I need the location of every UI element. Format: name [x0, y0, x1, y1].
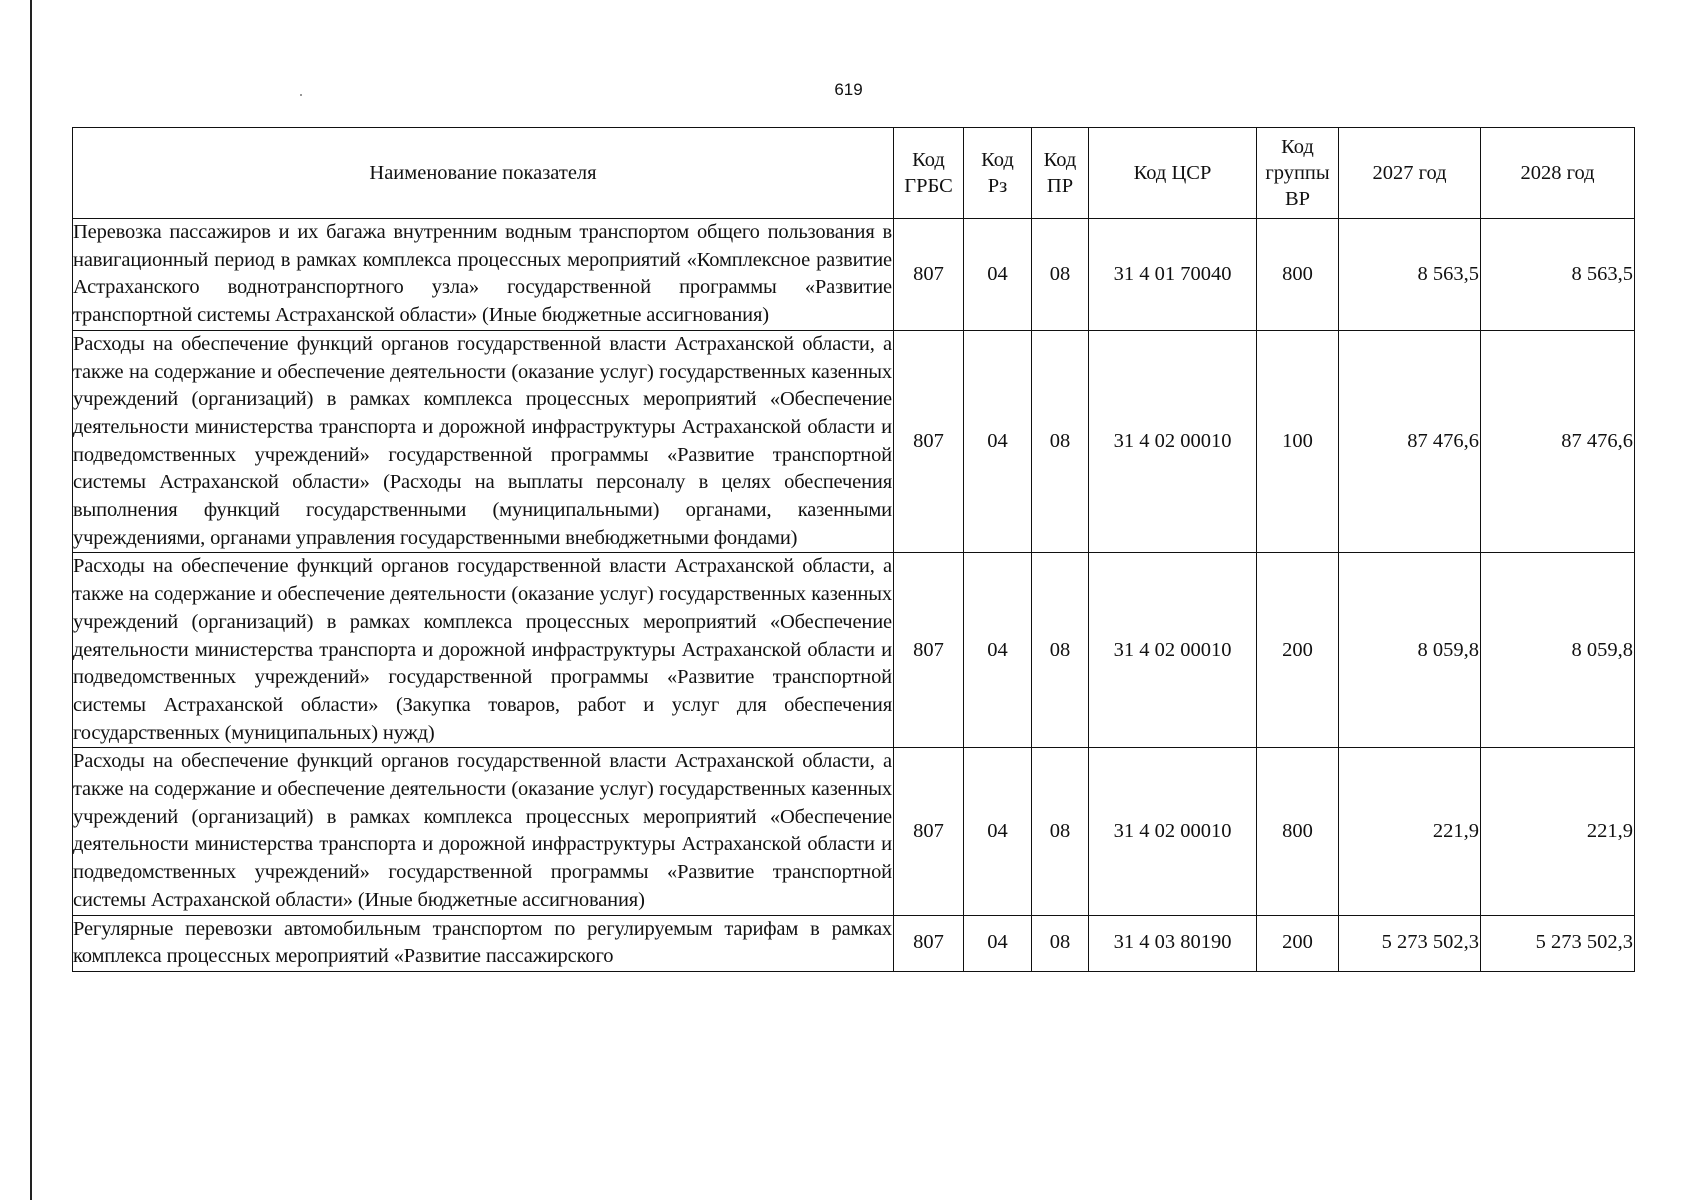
row-2028: 8 563,5 — [1481, 219, 1635, 331]
row-csr: 31 4 02 00010 — [1089, 553, 1257, 748]
row-vr: 800 — [1257, 219, 1339, 331]
header-grbs-line1: Код — [912, 149, 945, 171]
row-2027: 5 273 502,3 — [1339, 915, 1481, 971]
row-name: Перевозка пассажиров и их багажа внутренним водным транспортом общего пользования в навигационный период в рамках комплекса процессных мероприятий «Комплексное развитие Астраханского воднотранспортного узла» государственной программы «Развитие транспортной системы Астраханской области» (Иные бюджетные ассигнования) — [73, 219, 894, 331]
header-vr — [1257, 128, 1339, 219]
row-csr: 31 4 02 00010 — [1089, 330, 1257, 553]
row-2027: 8 563,5 — [1339, 219, 1481, 331]
header-grbs-line2: ГРБС — [904, 175, 953, 197]
table-row — [73, 219, 1635, 331]
row-2027: 87 476,6 — [1339, 330, 1481, 553]
row-2028: 8 059,8 — [1481, 553, 1635, 748]
header-rz-line1: Код — [981, 149, 1014, 171]
row-csr: 31 4 02 00010 — [1089, 748, 1257, 915]
header-pr — [1032, 128, 1089, 219]
header-vr-line3: ВР — [1284, 188, 1311, 210]
row-vr: 200 — [1257, 915, 1339, 971]
row-2028: 87 476,6 — [1481, 330, 1635, 553]
row-rz: 04 — [964, 219, 1032, 331]
header-vr-line1: Код — [1281, 136, 1314, 158]
row-rz: 04 — [964, 915, 1032, 971]
header-csr: Код ЦСР — [1089, 128, 1257, 219]
row-2028: 221,9 — [1481, 748, 1635, 915]
table-header-row — [73, 128, 1635, 219]
row-pr: 08 — [1032, 915, 1089, 971]
row-grbs: 807 — [894, 553, 964, 748]
row-rz: 04 — [964, 553, 1032, 748]
table-row — [73, 330, 1635, 553]
header-vr-line2: группы — [1265, 162, 1330, 184]
row-name: Расходы на обеспечение функций органов государственной власти Астраханской области, а также на содержание и обеспечение деятельности (оказание услуг) государственных казенных учреждений (организаций) в рамках комплекса процессных мероприятий «Обеспечение деятельности министерства транспорта и дорожной инфраструктуры Астраханской области и подведомственных учреждений» государственной программы «Развитие транспортной системы Астраханской области» (Иные бюджетные ассигнования) — [73, 748, 894, 915]
header-rz — [964, 128, 1032, 219]
header-rz-line2: Рз — [987, 175, 1008, 197]
row-rz: 04 — [964, 748, 1032, 915]
row-grbs: 807 — [894, 219, 964, 331]
row-pr: 08 — [1032, 553, 1089, 748]
table-row — [73, 553, 1635, 748]
row-grbs: 807 — [894, 748, 964, 915]
header-grbs — [894, 128, 964, 219]
row-pr: 08 — [1032, 748, 1089, 915]
budget-table — [72, 127, 1635, 972]
row-vr: 100 — [1257, 330, 1339, 553]
header-2027: 2027 год — [1339, 128, 1481, 219]
row-vr: 800 — [1257, 748, 1339, 915]
table-row — [73, 748, 1635, 915]
row-name: Регулярные перевозки автомобильным транспортом по регулируемым тарифам в рамках комплекса процессных мероприятий «Развитие пассажирского — [73, 915, 894, 971]
row-name: Расходы на обеспечение функций органов государственной власти Астраханской области, а также на содержание и обеспечение деятельности (оказание услуг) государственных казенных учреждений (организаций) в рамках комплекса процессных мероприятий «Обеспечение деятельности министерства транспорта и дорожной инфраструктуры Астраханской области и подведомственных учреждений» государственной программы «Развитие транспортной системы Астраханской области» (Закупка товаров, работ и услуг для обеспечения государственных (муниципальных) нужд) — [73, 553, 894, 748]
header-2028: 2028 год — [1481, 128, 1635, 219]
page-margin-line — [30, 0, 32, 1200]
table-row — [73, 915, 1635, 971]
row-pr: 08 — [1032, 219, 1089, 331]
row-rz: 04 — [964, 330, 1032, 553]
header-pr-line2: ПР — [1046, 175, 1074, 197]
header-pr-line1: Код — [1043, 149, 1077, 171]
row-grbs: 807 — [894, 330, 964, 553]
page-number: 619 — [834, 80, 863, 99]
row-csr: 31 4 03 80190 — [1089, 915, 1257, 971]
header-name: Наименование показателя — [73, 128, 894, 219]
row-2028: 5 273 502,3 — [1481, 915, 1635, 971]
row-vr: 200 — [1257, 553, 1339, 748]
row-pr: 08 — [1032, 330, 1089, 553]
row-2027: 8 059,8 — [1339, 553, 1481, 748]
row-name: Расходы на обеспечение функций органов государственной власти Астраханской области, а также на содержание и обеспечение деятельности (оказание услуг) государственных казенных учреждений (организаций) в рамках комплекса процессных мероприятий «Обеспечение деятельности министерства транспорта и дорожной инфраструктуры Астраханской области и подведомственных учреждений» государственной программы «Развитие транспортной системы Астраханской области» (Расходы на выплаты персоналу в целях обеспечения выполнения функций государственными (муниципальными) органами, казенными учреждениями, органами управления государственными внебюджетными фондами) — [73, 330, 894, 553]
row-grbs: 807 — [894, 915, 964, 971]
row-csr: 31 4 01 70040 — [1089, 219, 1257, 331]
row-2027: 221,9 — [1339, 748, 1481, 915]
